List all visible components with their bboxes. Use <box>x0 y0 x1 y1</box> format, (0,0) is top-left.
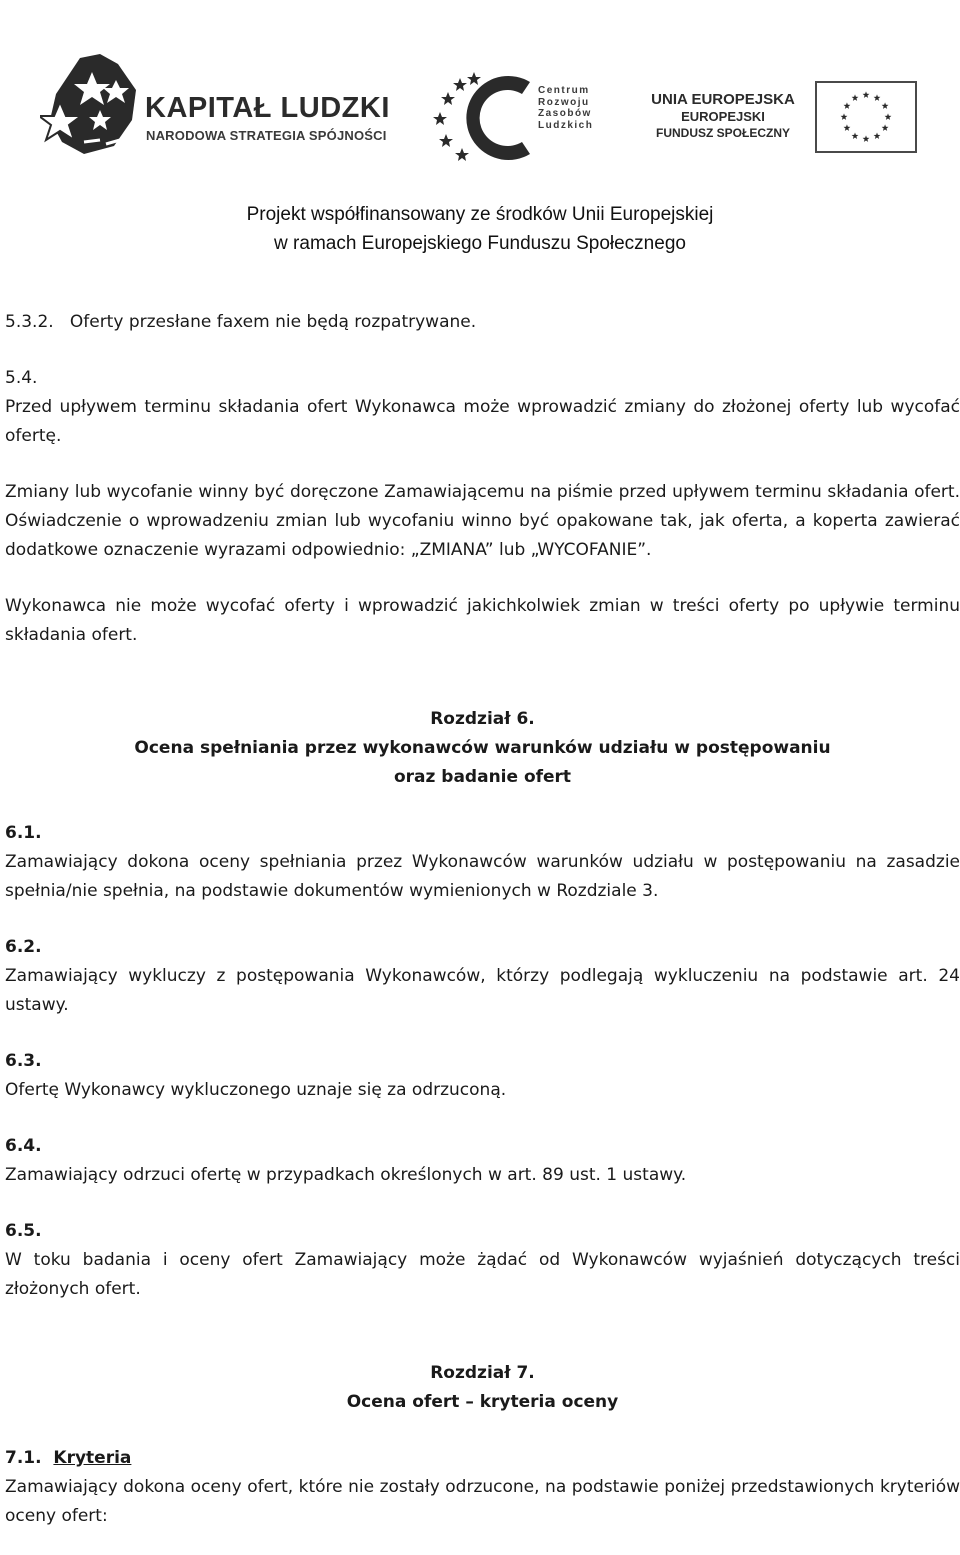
eu-star-icon <box>852 94 859 101</box>
crzl-logo <box>430 68 610 168</box>
chapter-6-label: Rozdział 6. <box>430 709 535 729</box>
eu-star-icon <box>874 132 881 139</box>
section-7-1-heading <box>5 1444 960 1473</box>
paragraph-6-3: Ofertę Wykonawcy wykluczonego uznaje się za odrzuconą. <box>5 1080 507 1100</box>
chapter-7-title: Ocena ofert – kryteria oceny <box>346 1392 619 1412</box>
eu-star-icon <box>841 113 848 120</box>
eu-star-icon <box>863 135 870 142</box>
eu-star-icon <box>844 124 851 131</box>
eu-star-icon <box>874 94 881 101</box>
eu-star-icon <box>844 102 851 109</box>
paragraph-6-5: W toku badania i oceny ofert Zamawiający może żądać od Wykonawców wyjaśnień dotyczących treści złożonych ofert. <box>5 1250 960 1299</box>
eu-star-icon <box>882 124 889 131</box>
kapital-ludzki-subtitle: NARODOWA STRATEGIA SPÓJNOŚCI <box>146 128 387 143</box>
eu-star-icon <box>863 91 870 98</box>
chapter-7-label: Rozdział 7. <box>430 1363 535 1383</box>
eu-star-icon <box>885 113 892 120</box>
paragraph-6-4: Zamawiający odrzuci ofertę w przypadkach określonych w art. 89 ust. 1 ustawy. <box>5 1165 687 1185</box>
project-cofinancing-line-2: w ramach Europejskiego Funduszu Społecznego <box>274 233 686 254</box>
paragraph-6-2: Zamawiający wykluczy z postępowania Wykonawców, którzy podlegają wykluczeniu na podstawie art. 24 ustawy. <box>5 966 960 1015</box>
document-body <box>5 308 960 1531</box>
crzl-emblem-icon <box>430 68 540 168</box>
eu-star-icon <box>882 102 889 109</box>
section-number-7-1: 7.1. <box>5 1448 42 1468</box>
section-number-6-5: 6.5. <box>5 1221 42 1241</box>
section-number-5-4: 5.4. <box>5 368 38 388</box>
eu-flag-icon <box>815 81 917 153</box>
paragraph-6-1: Zamawiający dokona oceny spełniania przez Wykonawców warunków udziału w postępowaniu na zasadzie spełnia/nie spełnia, na podstawie dokumentów wymienionych w Rozdziale 3. <box>5 852 960 901</box>
section-number-6-4: 6.4. <box>5 1136 42 1156</box>
chapter-6-title-line-1: Ocena spełniania przez wykonawców warunków udziału w postępowaniu <box>134 738 831 758</box>
kapital-ludzki-logo <box>40 50 390 160</box>
eu-star-icon <box>852 132 859 139</box>
eu-efs-text: UNIA EUROPEJSKA EUROPEJSKI FUNDUSZ SPOŁECZNY <box>651 91 795 140</box>
section-7-1-label: Kryteria <box>53 1448 132 1468</box>
paragraph-5-4-3: Wykonawca nie może wycofać oferty i wprowadzić jakichkolwiek zmian w treści oferty po upływie terminu składania ofert. <box>5 596 960 645</box>
section-number-6-3: 6.3. <box>5 1051 42 1071</box>
chapter-6-title-line-2: oraz badanie ofert <box>393 767 572 787</box>
kapital-ludzki-title: KAPITAŁ LUDZKI <box>145 92 390 124</box>
kapital-ludzki-stars-icon <box>40 50 160 160</box>
paragraph-7-1: Zamawiający dokona oceny ofert, które nie zostały odrzucone, na podstawie poniżej przedstawionych kryteriów oceny ofert: <box>5 1477 960 1526</box>
paragraph-5-4-2: Zmiany lub wycofanie winny być doręczone Zamawiającemu na piśmie przed upływem terminu składania ofert. Oświadczenie o wprowadzeniu zmian lub wycofaniu winno być opakowane tak, jak oferta, a koperta zawierać dodatkowe oznaczenie wyrazami odpowiednio: „ZMIANA” lub „WYCOFANIE”. <box>5 482 960 560</box>
project-cofinancing-line-1: Projekt współfinansowany ze środków Unii Europejskiej <box>246 204 714 225</box>
section-number-6-1: 6.1. <box>5 823 42 843</box>
eu-efs-logo <box>640 78 930 168</box>
section-number-6-2: 6.2. <box>5 937 42 957</box>
paragraph-5-4-1: Przed upływem terminu składania ofert Wykonawca może wprowadzić zmiany do złożonej oferty lub wycofać ofertę. <box>5 397 960 446</box>
crzl-name: Centrum Rozwoju Zasobów Ludzkich <box>538 85 594 131</box>
paragraph-5-3-2: 5.3.2. Oferty przesłane faxem nie będą rozpatrywane. <box>5 312 477 332</box>
